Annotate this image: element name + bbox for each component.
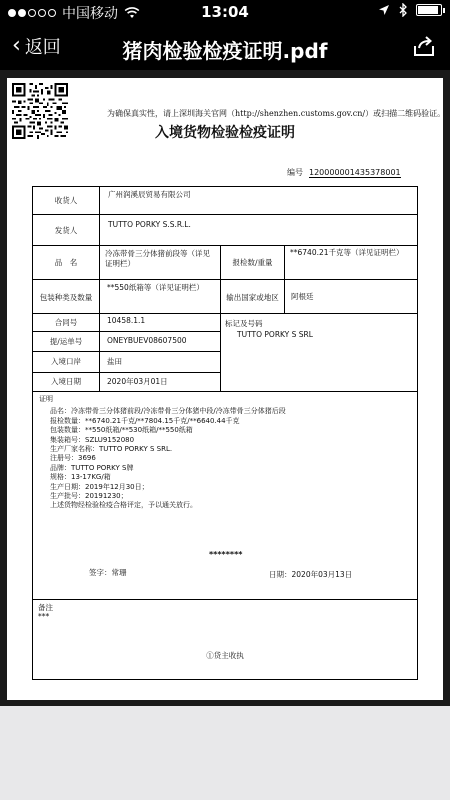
chevron-left-icon: ‹ bbox=[12, 33, 21, 58]
signature-value: 常珊 bbox=[111, 568, 127, 577]
certificate-line: 规格：13-17KG/箱 bbox=[50, 473, 111, 482]
location-arrow-icon bbox=[378, 4, 390, 16]
quantity-label: 报检数/重量 bbox=[232, 258, 273, 267]
certificate-date-value: 2020年03月13日 bbox=[291, 570, 353, 579]
battery-icon bbox=[416, 4, 442, 16]
goods-label: 品 名 bbox=[54, 258, 78, 267]
nav-bar bbox=[0, 24, 450, 70]
table-rule bbox=[33, 599, 417, 600]
certificate-line: 生产日期：2019年12月30日； bbox=[50, 482, 149, 491]
table-rule bbox=[33, 214, 417, 215]
entry-date-value: 2020年03月01日 bbox=[107, 377, 168, 386]
certificate-line: 上述货物经检验检疫合格评定，予以通关放行。 bbox=[50, 501, 197, 510]
table-rule bbox=[33, 331, 220, 332]
marks-label: 标记及号码 bbox=[225, 319, 263, 328]
certificate-date bbox=[269, 569, 352, 580]
table-rule bbox=[33, 351, 220, 352]
packaging-value: **550纸箱等（详见证明栏） bbox=[107, 283, 204, 292]
table-rule bbox=[33, 391, 417, 392]
remarks-label: 备注 bbox=[38, 603, 53, 612]
certificate-table bbox=[32, 186, 418, 680]
certificate-line: 生产批号：20191230； bbox=[50, 492, 128, 501]
consignor-value: TUTTO PORKY S.S.R.L. bbox=[108, 220, 191, 229]
table-rule bbox=[33, 372, 220, 373]
certificate-line: 注册号：3696 bbox=[50, 454, 96, 463]
page-title: 猪肉检验检疫证明.pdf bbox=[122, 39, 328, 63]
table-rule bbox=[33, 313, 417, 314]
packaging-label: 包装种类及数量 bbox=[39, 293, 93, 302]
certificate-line: 报检数量：**6740.21千克/**7804.15千克/**6640.44千克 bbox=[50, 416, 240, 425]
remarks bbox=[38, 603, 53, 621]
back-button[interactable] bbox=[12, 33, 61, 59]
certificate-number-label: 编号 bbox=[287, 168, 303, 177]
table-rule bbox=[99, 187, 100, 391]
marks-value: TUTTO PORKY S SRL bbox=[237, 330, 313, 339]
certificate-line: 集装箱号：SZLU9152080 bbox=[50, 435, 135, 444]
certificate-body bbox=[39, 395, 286, 511]
bill-of-lading-value: ONEYBUEV08607500 bbox=[107, 336, 187, 345]
document-title: 入境货物检验检疫证明 bbox=[155, 125, 295, 141]
table-rule bbox=[33, 245, 417, 246]
certificate-date-label: 日期： bbox=[269, 570, 292, 579]
signature bbox=[89, 567, 127, 578]
contract-label: 合同号 bbox=[54, 318, 78, 327]
back-label: 返回 bbox=[24, 37, 61, 58]
origin-label: 输出国家或地区 bbox=[226, 293, 279, 302]
goods-value: 冷冻带骨三分体猪前段等（详见证明栏） bbox=[105, 249, 210, 268]
consignor-label: 发货人 bbox=[54, 226, 78, 235]
certificate-line: 品牌：TUTTO PORKY S牌 bbox=[50, 463, 134, 472]
origin-value: 阿根廷 bbox=[291, 292, 314, 301]
bluetooth-icon bbox=[398, 3, 408, 17]
signature-label: 签字： bbox=[89, 568, 112, 577]
entry-port-label: 入境口岸 bbox=[51, 357, 81, 366]
certificate-number-value: 120000001435378001 bbox=[309, 168, 401, 177]
status-right bbox=[378, 3, 442, 17]
table-rule bbox=[33, 279, 417, 280]
verification-note: 为确保真实性，请上深圳海关官网（http://shenzhen.customs.gov.cn/）或扫描二维码验证。 bbox=[107, 109, 446, 118]
consignee-value: 广州润溪辰贸易有限公司 bbox=[108, 190, 191, 199]
entry-date-label: 入境日期 bbox=[51, 377, 81, 386]
pdf-page[interactable] bbox=[7, 78, 446, 700]
end-stars: ******** bbox=[209, 550, 243, 559]
table-rule bbox=[284, 245, 285, 313]
status-time: 13:04 bbox=[201, 3, 249, 21]
contract-value: 10458.1.1 bbox=[107, 316, 146, 325]
certificate-line: 生产厂家名称：TUTTO PORKY S SRL. bbox=[50, 445, 173, 454]
certificate-line: 包装数量：**550纸箱/**530纸箱/**550纸箱 bbox=[50, 426, 193, 435]
certificate-number bbox=[287, 167, 401, 178]
entry-port-value: 盐田 bbox=[107, 357, 122, 366]
consignee-label: 收货人 bbox=[54, 196, 78, 205]
bill-of-lading-label: 提/运单号 bbox=[49, 337, 83, 346]
carrier-name: 中国移动 bbox=[62, 6, 118, 22]
status-bar bbox=[0, 0, 450, 24]
certificate-line: 品名：冷冻带骨三分体猪前段/冷冻带骨三分体猪中段/冷冻带骨三分体猪后段 bbox=[50, 407, 286, 416]
share-icon[interactable] bbox=[412, 34, 436, 58]
certificate-section-label: 证明 bbox=[39, 395, 53, 403]
remarks-value: *** bbox=[38, 612, 50, 621]
holder-copy-label: ①货主收执 bbox=[206, 651, 244, 660]
quantity-value: **6740.21千克等（详见证明栏） bbox=[290, 248, 404, 257]
